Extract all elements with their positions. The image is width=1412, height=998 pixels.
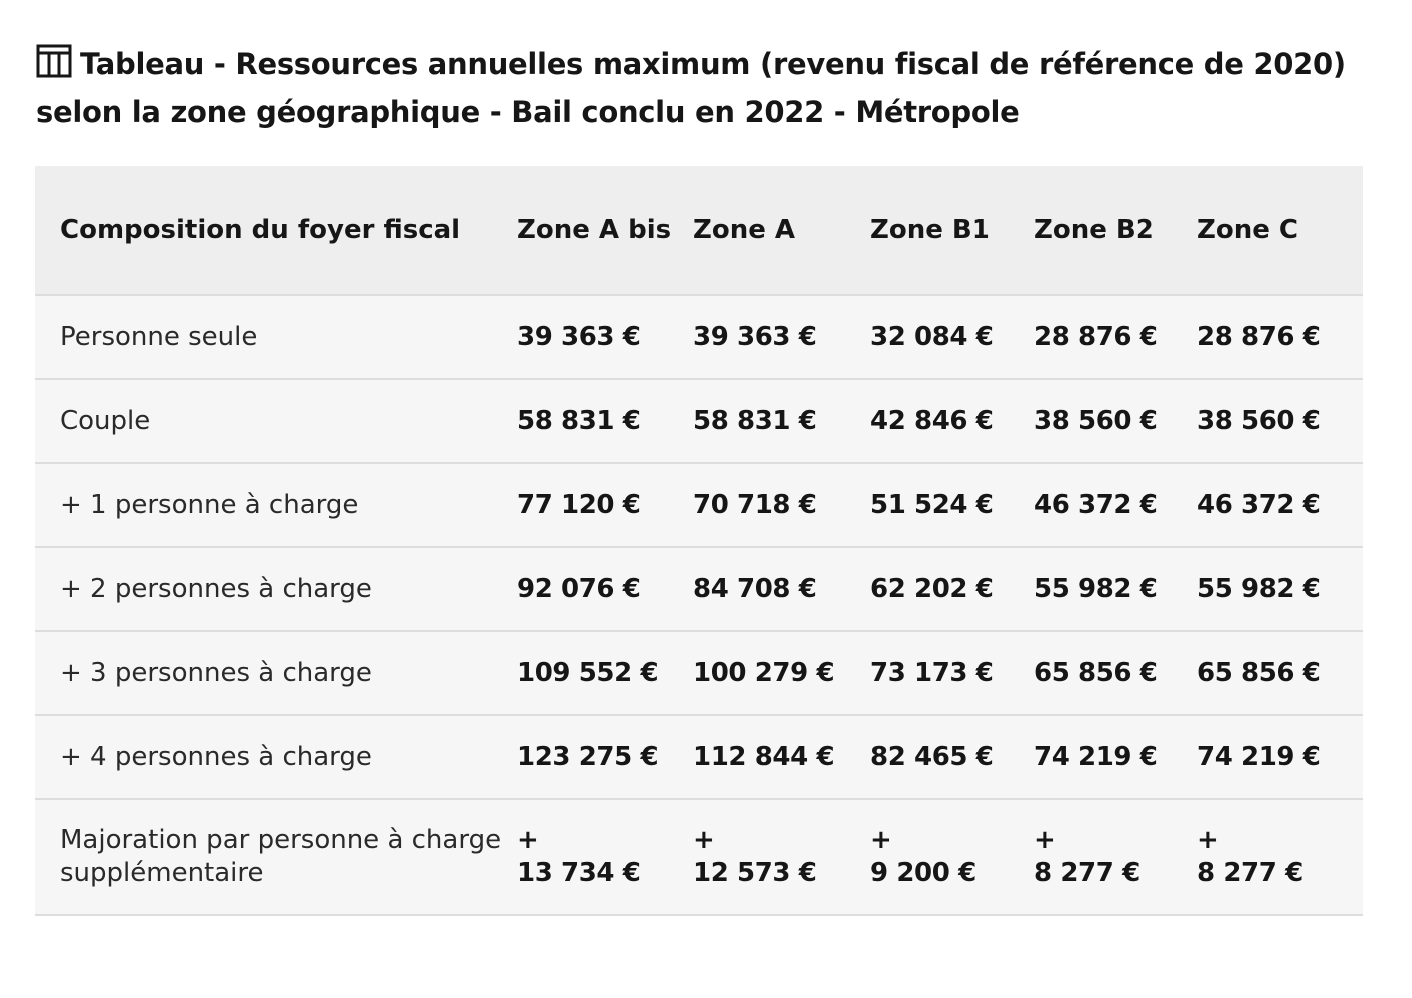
header-composition: Composition du foyer fiscal	[35, 166, 517, 295]
cell-zone-a-bis: 39 363 €	[517, 295, 693, 379]
cell-zone-b1: 42 846 €	[870, 379, 1034, 463]
cell-zone-b2: 46 372 €	[1034, 463, 1197, 547]
table-caption	[36, 40, 1366, 136]
caption-text: Tableau - Ressources annuelles maximum (revenu fiscal de référence de 2020) selon la zone géographique - Bail conclu en 2022 - Métropole	[36, 47, 1346, 129]
cell-zone-c	[1197, 799, 1363, 915]
cell-zone-a: 58 831 €	[693, 379, 870, 463]
cell-zone-a: 112 844 €	[693, 715, 870, 799]
amount: 8 277 €	[1034, 858, 1140, 888]
row-label: Couple	[35, 379, 517, 463]
cell-zone-c: 46 372 €	[1197, 463, 1363, 547]
cell-zone-a-bis: 123 275 €	[517, 715, 693, 799]
cell-zone-a-bis	[517, 799, 693, 915]
cell-zone-c: 55 982 €	[1197, 547, 1363, 631]
resources-table-container[interactable]	[35, 166, 1363, 916]
cell-zone-b1: 82 465 €	[870, 715, 1034, 799]
header-zone-a-bis: Zone A bis	[517, 166, 693, 295]
plus-sign: +	[693, 825, 715, 855]
cell-zone-b1: 62 202 €	[870, 547, 1034, 631]
row-label: + 3 personnes à charge	[35, 631, 517, 715]
cell-zone-c: 65 856 €	[1197, 631, 1363, 715]
row-label: + 4 personnes à charge	[35, 715, 517, 799]
cell-zone-a-bis: 58 831 €	[517, 379, 693, 463]
cell-zone-b2: 74 219 €	[1034, 715, 1197, 799]
table-row	[35, 295, 1363, 379]
amount: 9 200 €	[870, 858, 976, 888]
row-label: Majoration par personne à charge supplémentaire	[35, 799, 517, 915]
header-zone-b1: Zone B1	[870, 166, 1034, 295]
table-row	[35, 631, 1363, 715]
cell-zone-b1: 32 084 €	[870, 295, 1034, 379]
header-zone-b2: Zone B2	[1034, 166, 1197, 295]
cell-zone-b2: 55 982 €	[1034, 547, 1197, 631]
amount: 8 277 €	[1197, 858, 1303, 888]
cell-zone-b2: 38 560 €	[1034, 379, 1197, 463]
table-icon	[36, 44, 72, 78]
row-label: + 2 personnes à charge	[35, 547, 517, 631]
table-row	[35, 715, 1363, 799]
cell-zone-a: 70 718 €	[693, 463, 870, 547]
cell-zone-a-bis: 77 120 €	[517, 463, 693, 547]
cell-zone-c: 38 560 €	[1197, 379, 1363, 463]
table-row	[35, 547, 1363, 631]
cell-zone-b2: 65 856 €	[1034, 631, 1197, 715]
plus-sign: +	[870, 825, 892, 855]
cell-zone-a: 84 708 €	[693, 547, 870, 631]
amount: 13 734 €	[517, 858, 641, 888]
cell-zone-c: 74 219 €	[1197, 715, 1363, 799]
cell-zone-b1: 73 173 €	[870, 631, 1034, 715]
table-header-row	[35, 166, 1363, 295]
cell-zone-b1: 51 524 €	[870, 463, 1034, 547]
cell-zone-c: 28 876 €	[1197, 295, 1363, 379]
table-row-majoration	[35, 799, 1363, 915]
cell-zone-a: 100 279 €	[693, 631, 870, 715]
cell-zone-a	[693, 799, 870, 915]
cell-zone-a-bis: 109 552 €	[517, 631, 693, 715]
plus-sign: +	[1034, 825, 1056, 855]
plus-sign: +	[517, 825, 539, 855]
header-zone-a: Zone A	[693, 166, 870, 295]
cell-zone-a-bis: 92 076 €	[517, 547, 693, 631]
cell-zone-b1	[870, 799, 1034, 915]
row-label: Personne seule	[35, 295, 517, 379]
amount: 12 573 €	[693, 858, 817, 888]
cell-zone-b2	[1034, 799, 1197, 915]
table-row	[35, 463, 1363, 547]
row-label: + 1 personne à charge	[35, 463, 517, 547]
header-zone-c: Zone C	[1197, 166, 1363, 295]
table-row	[35, 379, 1363, 463]
cell-zone-a: 39 363 €	[693, 295, 870, 379]
resources-table	[35, 166, 1363, 916]
plus-sign: +	[1197, 825, 1219, 855]
cell-zone-b2: 28 876 €	[1034, 295, 1197, 379]
